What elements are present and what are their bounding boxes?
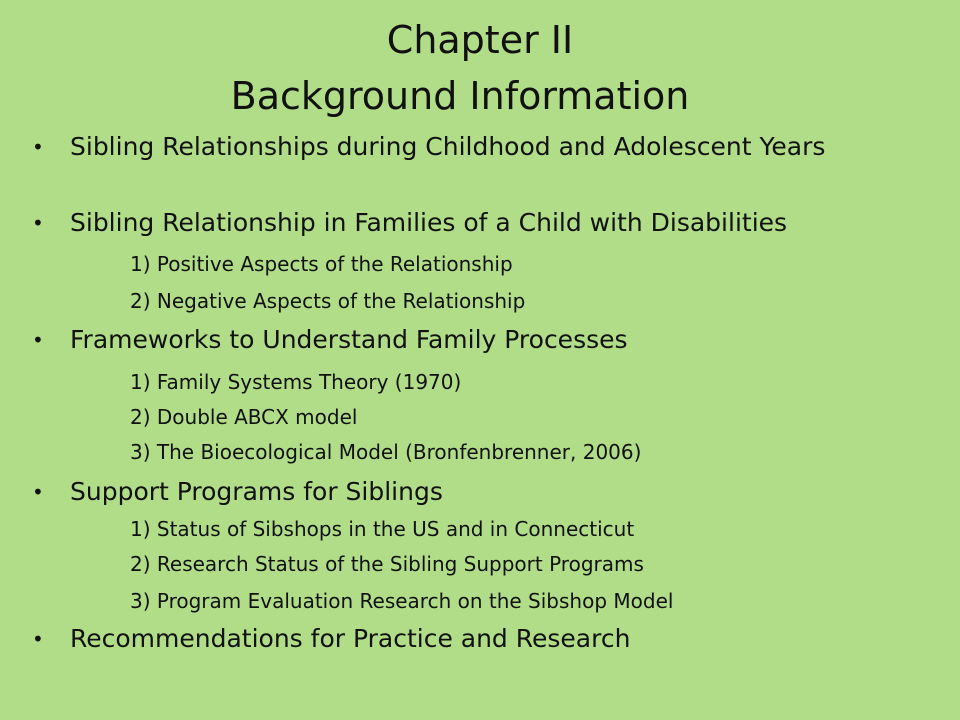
bullet-dot-icon: • <box>32 135 44 159</box>
bullet-dot-icon: • <box>32 627 44 651</box>
sub-item: 2) Research Status of the Sibling Support Programs <box>130 552 644 576</box>
bullet-dot-icon: • <box>32 211 44 235</box>
bullet-dot-icon: • <box>32 328 44 352</box>
sub-item: 3) The Bioecological Model (Bronfenbrenner, 2006) <box>130 440 642 464</box>
bullet-text: Sibling Relationships during Childhood and Adolescent Years <box>70 132 826 161</box>
bullet-item <box>32 132 930 162</box>
bullet-text: Support Programs for Siblings <box>70 477 443 506</box>
bullet-item <box>32 624 930 654</box>
bullet-dot-icon: • <box>32 480 44 504</box>
sub-item: 2) Negative Aspects of the Relationship <box>130 289 526 313</box>
sub-item: 1) Positive Aspects of the Relationship <box>130 252 513 276</box>
slide-title-line2: Background Information <box>230 74 690 118</box>
bullet-item <box>32 477 930 507</box>
sub-item: 2) Double ABCX model <box>130 405 358 429</box>
bullet-text: Frameworks to Understand Family Processes <box>70 325 628 354</box>
sub-item: 1) Status of Sibshops in the US and in Connecticut <box>130 517 635 541</box>
sub-item: 1) Family Systems Theory (1970) <box>130 370 462 394</box>
bullet-item <box>32 208 930 238</box>
bullet-item <box>32 325 930 355</box>
sub-item: 3) Program Evaluation Research on the Sibshop Model <box>130 589 674 613</box>
bullet-text: Sibling Relationship in Families of a Child with Disabilities <box>70 208 788 237</box>
bullet-text: Recommendations for Practice and Research <box>70 624 631 653</box>
slide-title-line1: Chapter II <box>386 18 574 62</box>
